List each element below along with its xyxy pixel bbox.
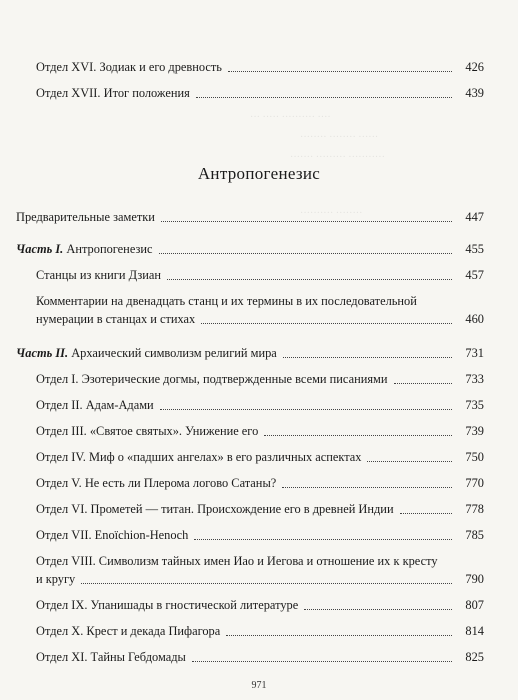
toc-entry-page: 457 [465,268,484,282]
toc-entry[interactable] [16,208,484,226]
toc-entry-page: 770 [465,476,484,490]
toc-entry-label: Отдел IX. Упанишады в гностической литературе [36,598,299,612]
toc-entry[interactable] [16,84,484,102]
bleed-through-text: ·········· ········ [300,208,363,219]
toc-entry-page: 785 [465,528,484,542]
dot-leader [160,408,452,410]
dot-leader [394,382,453,384]
toc-entry[interactable] [16,58,484,76]
toc-entry-page: 426 [465,60,484,74]
toc-entry-label-line1: Отдел VIII. Символизм тайных имен Иао и Иегова и отношение их к кресту [36,554,438,568]
toc-part-heading[interactable] [16,344,484,362]
bleed-through-text: ······· ········· ··········· [290,152,385,163]
dot-leader [196,96,452,98]
part-prefix: Часть I. [16,242,64,256]
part-prefix: Часть II. [16,346,69,360]
dot-leader [192,660,452,662]
dot-leader [228,70,452,72]
toc-entry-label: Отдел VII. Enoïchion-Henoch [36,528,189,542]
toc-entry[interactable] [16,448,484,466]
toc-entry-page: 790 [465,572,484,586]
toc-entry[interactable] [16,526,484,544]
toc-entry-page: 750 [465,450,484,464]
dot-leader [159,252,453,254]
toc-entry[interactable] [16,474,484,492]
toc-entry-label: Отдел IV. Миф о «падших ангелах» в его различных аспектах [36,450,362,464]
dot-leader [367,460,452,462]
toc-entry[interactable] [16,596,484,614]
dot-leader [161,220,452,222]
toc-entry[interactable] [16,622,484,640]
toc-entry-label-line2: и кругу [36,572,76,586]
dot-leader [201,322,452,324]
toc-entry-page: 739 [465,424,484,438]
toc-entry-page: 735 [465,398,484,412]
toc-entry-page: 825 [465,650,484,664]
spacer [16,336,484,344]
dot-leader [304,608,452,610]
toc-entry-page: 439 [465,86,484,100]
toc-entry-page: 807 [465,598,484,612]
bleed-through-text: ········ ········ ······ [300,132,379,143]
toc-entry-label: Отдел III. «Святое святых». Унижение его [36,424,259,438]
dot-leader [81,582,452,584]
toc-entry-page: 447 [465,210,484,224]
dot-leader [282,486,452,488]
toc-entry[interactable] [16,500,484,518]
toc-entry[interactable] [16,292,484,328]
page-number: 971 [251,680,267,691]
toc-entry-label: Предварительные заметки [16,210,155,224]
toc-entry-label-line1: Комментарии на двенадцать станц и их термины в их последовательной [36,294,417,308]
toc-entry-page: 460 [465,312,484,326]
toc-entry-label: Отдел II. Адам-Адами [36,398,154,412]
toc-part-heading[interactable] [16,240,484,258]
toc-entry-page: 778 [465,502,484,516]
toc-entry[interactable] [16,266,484,284]
toc-entry-label: Отдел VI. Прометей — титан. Происхождение его в древней Индии [36,502,394,516]
section-gap [16,110,484,208]
toc-entry-label: Отдел X. Крест и декада Пифагора [36,624,221,638]
toc-entry-page: 731 [465,346,484,360]
part-title: Антропогенезис [66,242,153,256]
toc-entry[interactable] [16,552,484,588]
bleed-through-text: ··· ····· ·········· ···· [250,112,331,123]
toc-entry-label: Отдел XVII. Итог положения [36,86,190,100]
toc-entry-label: Станцы из книги Дзиан [36,268,161,282]
section-title: Антропогенезис [197,164,321,183]
toc-entry-page: 814 [465,624,484,638]
toc-entry-page: 455 [465,242,484,256]
toc-entry[interactable] [16,422,484,440]
table-of-contents [16,58,484,674]
toc-part-label [16,240,153,258]
toc-entry[interactable] [16,370,484,388]
toc-entry-label: Отдел XI. Тайны Гебдомады [36,650,186,664]
toc-entry[interactable] [16,396,484,414]
toc-part-label [16,344,277,362]
toc-entry[interactable] [16,648,484,666]
dot-leader [167,278,452,280]
toc-entry-label: Отдел I. Эзотерические догмы, подтвержденные всеми писаниями [36,372,388,386]
dot-leader [194,538,452,540]
part-title: Архаический символизм религий мира [71,346,277,360]
dot-leader [264,434,452,436]
dot-leader [226,634,452,636]
dot-leader [400,512,452,514]
toc-entry-label: Отдел XVI. Зодиак и его древность [36,60,222,74]
toc-entry-label-line2: нумерации в станцах и стихах [36,312,196,326]
toc-entry-page: 733 [465,372,484,386]
toc-entry-label: Отдел V. Не есть ли Плерома логово Сатаны? [36,476,277,490]
dot-leader [283,356,452,358]
